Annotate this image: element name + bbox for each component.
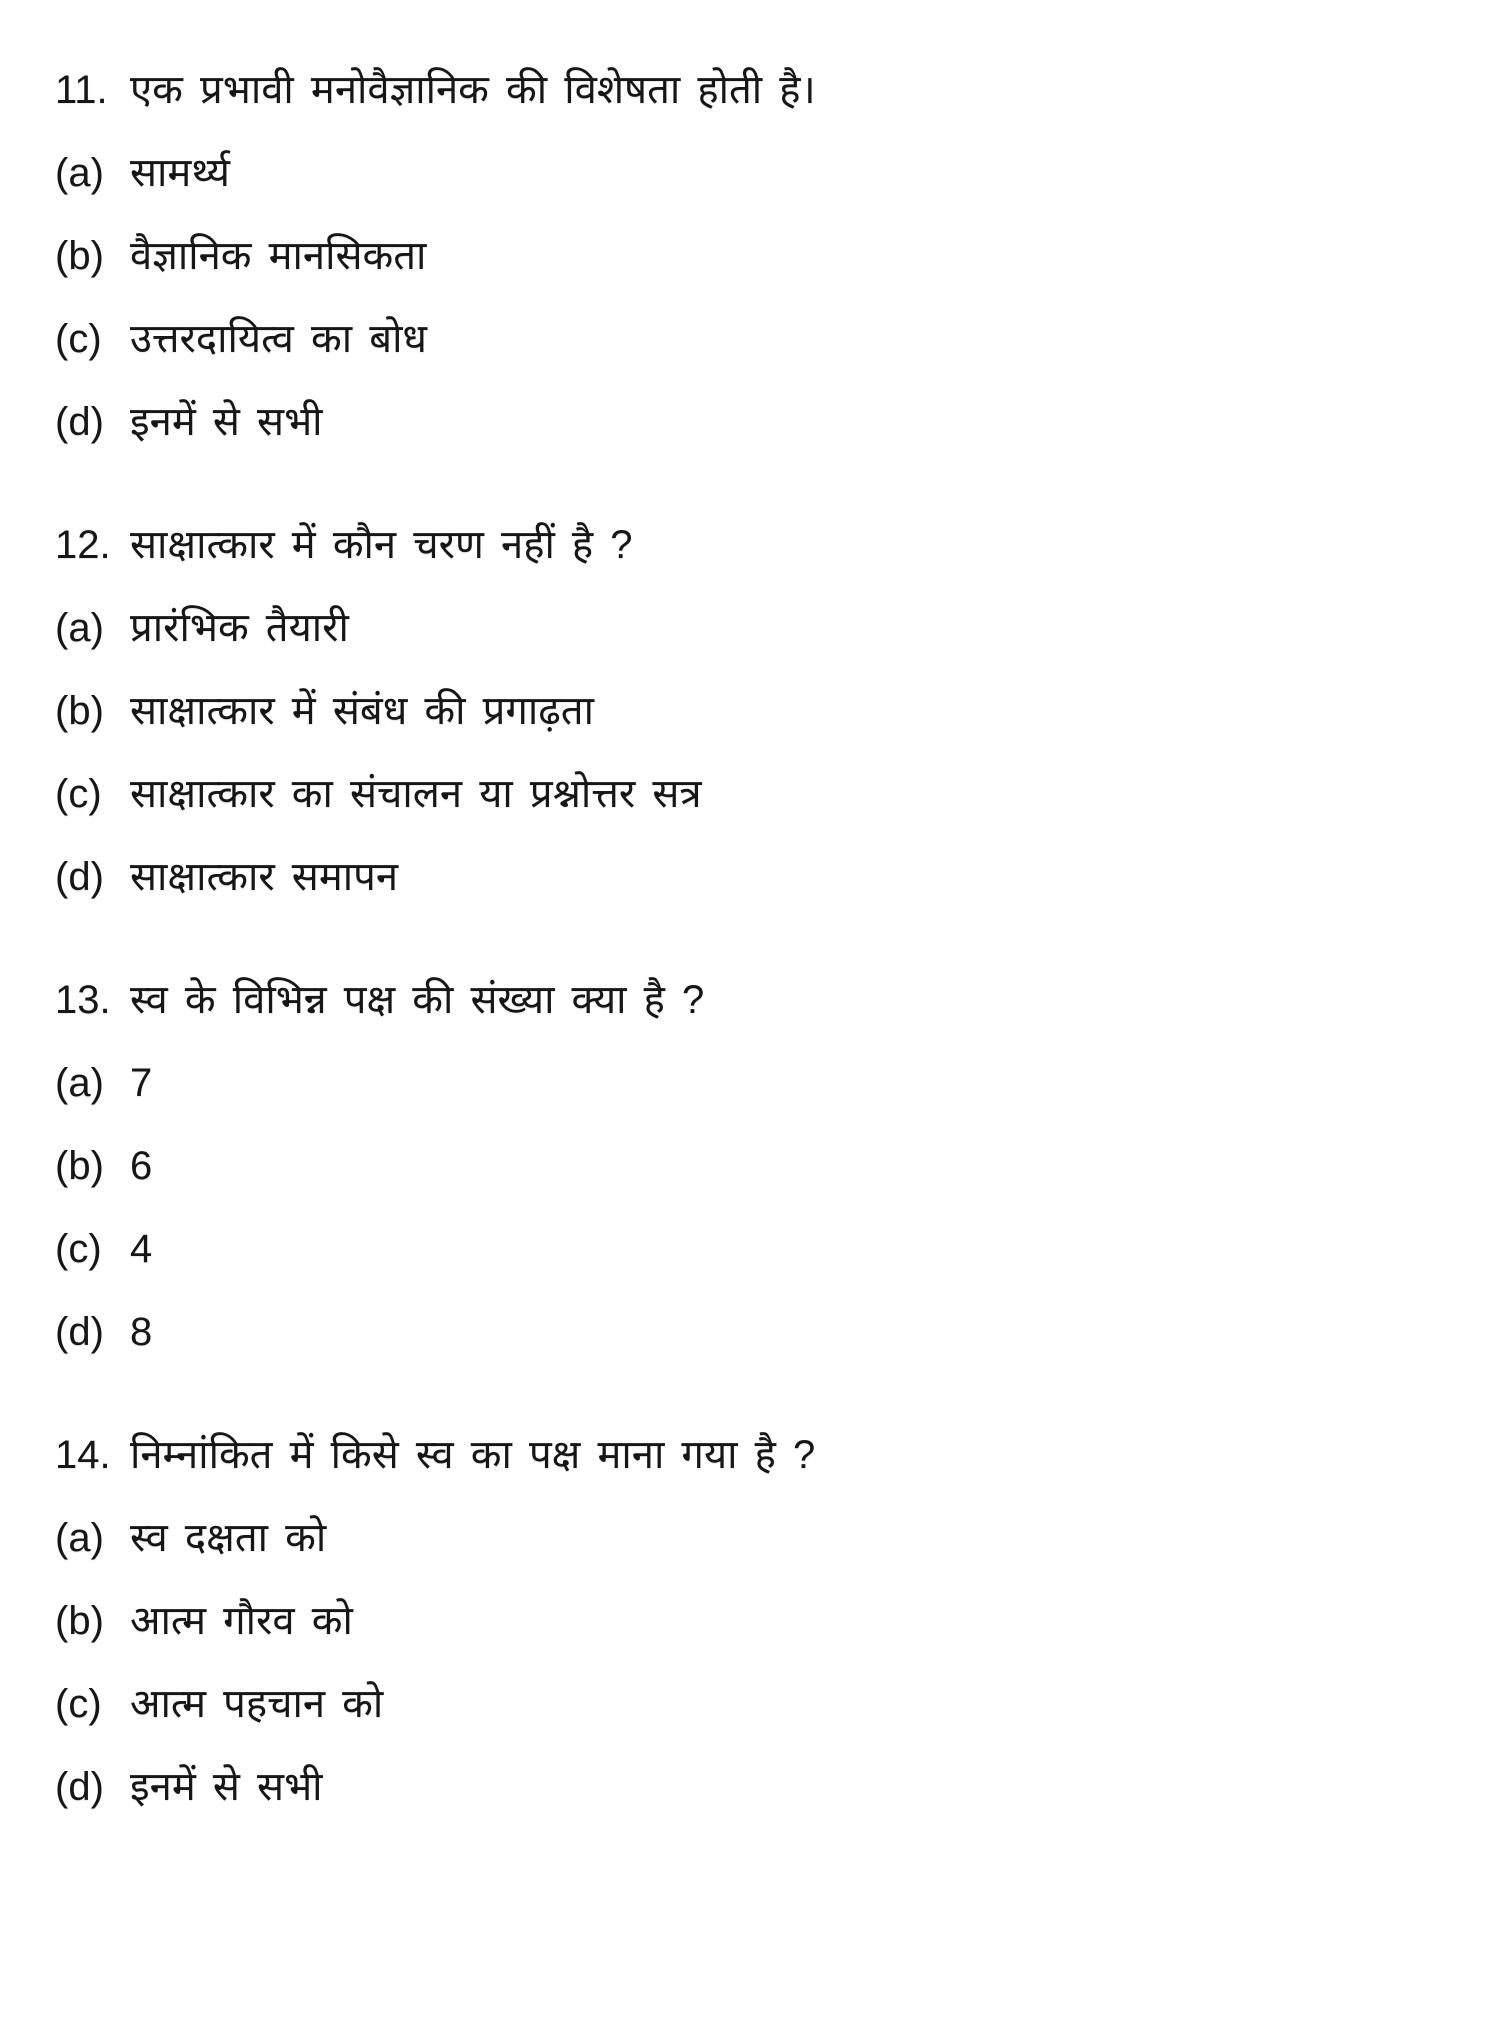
option-line xyxy=(55,1680,1475,1728)
option-text: इनमें से सभी xyxy=(130,1765,323,1809)
option-text: इनमें से सभी xyxy=(130,400,323,444)
question-number: 13. xyxy=(55,978,111,1022)
option-line xyxy=(55,1597,1475,1645)
option-label: (c) xyxy=(55,772,102,816)
option-line xyxy=(55,1142,1475,1190)
option-label: (b) xyxy=(55,234,104,278)
option-text: साक्षात्कार में संबंध की प्रगाढ़ता xyxy=(130,689,594,733)
question-text: एक प्रभावी मनोवैज्ञानिक की विशेषता होती है। xyxy=(130,68,816,112)
option-label: (b) xyxy=(55,1144,104,1188)
option-text: 6 xyxy=(130,1144,153,1188)
option-label: (c) xyxy=(55,1682,102,1726)
option-label: (d) xyxy=(55,1310,104,1354)
option-label: (c) xyxy=(55,317,102,361)
option-text: वैज्ञानिक मानसिकता xyxy=(130,234,427,278)
option-text: साक्षात्कार समापन xyxy=(130,855,399,899)
option-text: सामर्थ्य xyxy=(130,151,230,195)
question-text: स्व के विभिन्न पक्ष की संख्या क्या है ? xyxy=(130,978,705,1022)
option-text: 7 xyxy=(130,1061,153,1105)
option-text: स्व दक्षता को xyxy=(130,1516,327,1560)
question-number: 11. xyxy=(55,68,108,112)
option-label: (d) xyxy=(55,1765,104,1809)
question-block-11 xyxy=(55,66,1475,446)
option-text: उत्तरदायित्व का बोध xyxy=(130,317,428,361)
option-text: आत्म गौरव को xyxy=(130,1599,353,1643)
question-line xyxy=(55,1431,1475,1479)
option-label: (b) xyxy=(55,689,104,733)
option-text: प्रारंभिक तैयारी xyxy=(130,606,349,650)
question-line xyxy=(55,976,1475,1024)
option-label: (a) xyxy=(55,606,104,650)
option-label: (a) xyxy=(55,1516,104,1560)
option-text: आत्म पहचान को xyxy=(130,1682,384,1726)
option-line xyxy=(55,687,1475,735)
option-label: (b) xyxy=(55,1599,104,1643)
option-text: 8 xyxy=(130,1310,153,1354)
option-text: 4 xyxy=(130,1227,153,1271)
option-line xyxy=(55,315,1475,363)
question-number: 12. xyxy=(55,523,111,567)
option-line xyxy=(55,1225,1475,1273)
option-line xyxy=(55,1308,1475,1356)
option-line xyxy=(55,232,1475,280)
option-line xyxy=(55,1514,1475,1562)
option-line xyxy=(55,1763,1475,1811)
question-number: 14. xyxy=(55,1433,111,1477)
question-block-12 xyxy=(55,521,1475,901)
option-text: साक्षात्कार का संचालन या प्रश्नोत्तर सत्र xyxy=(130,772,702,816)
question-text: साक्षात्कार में कौन चरण नहीं है ? xyxy=(130,523,633,567)
question-block-13 xyxy=(55,976,1475,1356)
option-line xyxy=(55,770,1475,818)
option-label: (a) xyxy=(55,151,104,195)
question-block-14 xyxy=(55,1431,1475,1811)
option-label: (c) xyxy=(55,1227,102,1271)
option-line xyxy=(55,1059,1475,1107)
option-label: (a) xyxy=(55,1061,104,1105)
question-line xyxy=(55,66,1475,114)
option-label: (d) xyxy=(55,855,104,899)
option-line xyxy=(55,604,1475,652)
option-line xyxy=(55,398,1475,446)
question-text: निम्नांकित में किसे स्व का पक्ष माना गया है ? xyxy=(130,1433,816,1477)
question-line xyxy=(55,521,1475,569)
option-label: (d) xyxy=(55,400,104,444)
option-line xyxy=(55,149,1475,197)
option-line xyxy=(55,853,1475,901)
